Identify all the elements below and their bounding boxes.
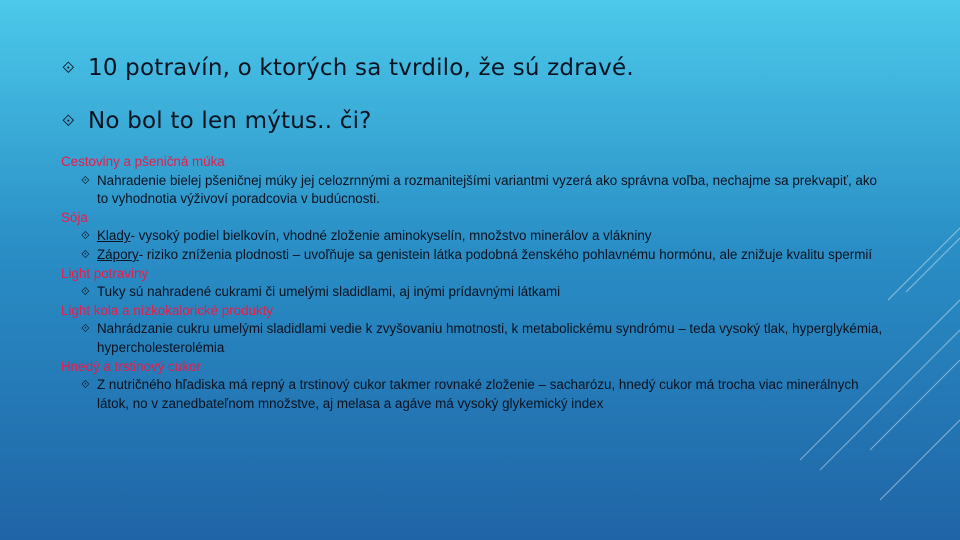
circled-diamond-bullet-icon: ⟐ [62,111,75,130]
list-item-text: - riziko zníženia plodnosti – uvoľňuje sa genistein látka podobná ženského pohlavnému hormónu, ale znižuje kvalitu spermií [138,246,873,262]
heading-1-text: 10 potravín, o ktorých sa tvrdilo, že sú zdravé. [88,55,634,81]
circled-diamond-bullet-icon: ⟐ [81,286,90,299]
list-item-label: Klady [97,228,131,244]
section-title: Hnedý a trstinový cukor [61,358,201,374]
heading-1 [62,55,634,81]
list-item-text: Tuky sú nahradené cukrami či umelými sladidlami, aj inými prídavnými látkami [97,284,561,300]
list-item [61,227,891,246]
list-item [61,320,891,357]
list-item [61,246,891,265]
list-item [61,376,891,413]
list-item [61,172,891,209]
list-item-text: - vysoký podiel bielkovín, vhodné zloženie aminokyselín, množstvo minerálov a vlákniny [130,228,652,244]
section-title: Cestoviny a pšeničná múka [61,154,225,169]
content-body [61,153,891,413]
circled-diamond-bullet-icon: ⟐ [81,379,90,392]
heading-2 [62,108,372,134]
section-title: Light kola a nízkokalorické produkty [61,302,274,318]
circled-diamond-bullet-icon: ⟐ [81,174,90,187]
list-item-text: Nahradenie bielej pšeničnej múky jej celozrnnými a rozmanitejšími variantmi vyzerá ako správna voľba, nechajme sa prekvapiť, ako to vyhodnotia výživoví poradcovia v budúcnosti. [97,172,877,207]
section-title: Light potraviny [61,265,149,281]
list-item-label: Zápory [97,246,139,262]
circled-diamond-bullet-icon: ⟐ [81,248,90,261]
list-item-text: Nahrádzanie cukru umelými sladidlami vedie k zvyšovaniu hmotnosti, k metabolickému syndrómu – teda vysoký tlak, hyperglykémia, hypercholesterolémia [97,321,883,355]
heading-2-text: No bol to len mýtus.. či? [88,108,372,134]
circled-diamond-bullet-icon: ⟐ [81,230,90,243]
circled-diamond-bullet-icon: ⟐ [81,323,90,336]
list-item [61,283,891,302]
circled-diamond-bullet-icon: ⟐ [62,58,75,77]
section-title: Sója [61,209,88,225]
list-item-text: Z nutričného hľadiska má repný a trstinový cukor takmer rovnaké zloženie – sacharózu, hnedý cukor má trocha viac minerálnych látok, no v zanedbateľnom množstve, aj melasa a agáve má vysoký glykemický index [97,377,859,411]
